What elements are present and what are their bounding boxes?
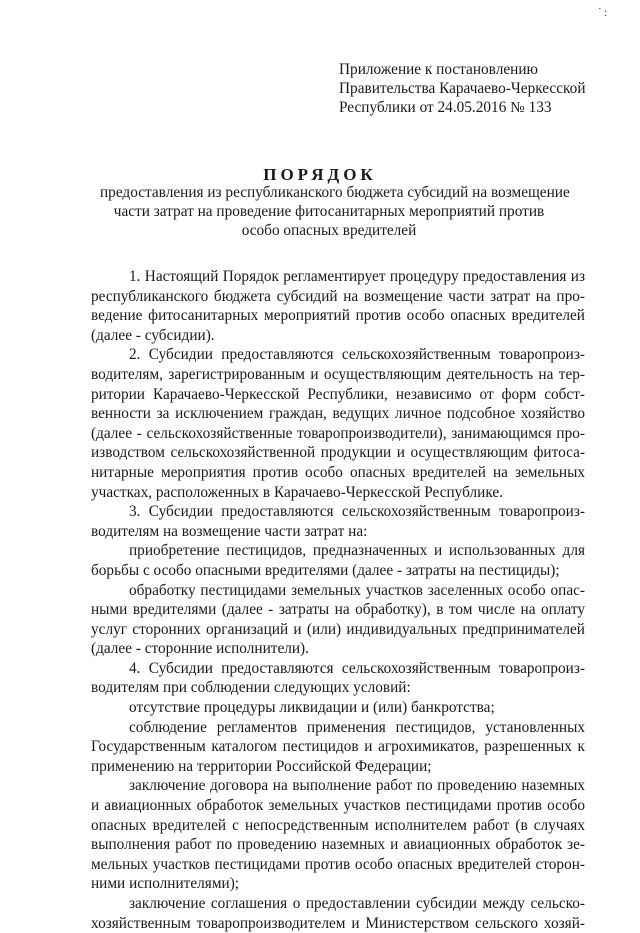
body-line: республиканского бюджета субсидий на возмещение части затрат на про- [91,287,585,305]
subtitle-line: особо опасных вредителей [241,222,417,239]
body-line: Государственным каталогом пестицидов и агрохимикатов, разрешенных к [91,738,585,756]
body-line: 3. Субсидии предоставляются сельскохозяйственным товаропроиз- [129,503,585,521]
body-line: соблюдение регламентов применения пестицидов, установленных [129,718,585,736]
document-subtitle [100,183,570,240]
body-line: ными вредителями (далее - затраты на обработку), в том числе на оплату [91,601,585,619]
body-line: водителям при соблюдении следующих условий: [91,679,411,697]
body-line: борьбы с особо опасными вредителями (далее - затраты на пестициды); [91,561,560,579]
body-line: 1. Настоящий Порядок регламентирует процедуру предоставления из [129,268,585,285]
body-line: ними исполнителями); [91,875,240,893]
body-line: заключение соглашения о предоставлении субсидии между сельско- [129,895,585,912]
body-line: участках, расположенных в Карачаево-Черкесской Республике. [91,483,504,501]
body-line: приобретение пестицидов, предназначенных и использованных для [129,542,585,560]
body-line: 4. Субсидии предоставляются сельскохозяйственным товаропроиз- [129,659,585,677]
document-title: ПОРЯДОК [263,165,377,184]
body-line: нитарные мероприятия против особо опасных вредителей на земельных [91,463,585,481]
subtitle-line: предоставления из республиканского бюджета субсидий на возмещение [100,184,570,201]
body-line: ритории Карачаево-Черкесской Республики, независимо от форм собст- [91,385,585,403]
scan-marks: · . · [598,3,608,22]
appendix-line: Республики от 24.05.2016 № 133 [339,99,552,116]
body-line: обработку пестицидами земельных участков заселенных особо опас- [129,581,585,599]
body-line: водителям, зарегистрированным и осуществляющим деятельность на тер- [91,365,585,383]
body-line: выполнения работ по проведению наземных и авиационных обработок зе- [91,836,585,854]
document-body [91,267,585,933]
body-line: (далее - сторонние исполнители). [91,640,309,658]
appendix-header [339,60,586,117]
body-line: и авиационных обработок земельных участков пестицидами против особо [91,797,585,815]
body-line: опасных вредителей с непосредственным исполнителем работ (в случаях [91,816,585,834]
body-line: мельных участков пестицидами против особо опасных вредителей сторон- [91,855,585,873]
appendix-line: Приложение к постановлению [339,61,538,78]
appendix-line: Правительства Карачаево-Черкесской [339,80,586,97]
body-line: услуг сторонних организаций и (или) индивидуальных предпринимателей [91,620,585,638]
body-line: венности за исключением граждан, ведущих личное подсобное хозяйство [91,405,585,423]
body-line: заключение договора на выполнение работ по проведению наземных [129,777,585,795]
body-line: отсутствие процедуры ликвидации и (или) банкротства; [129,699,495,717]
body-line: применению на территории Российской Федерации; [91,757,432,775]
body-line: (далее - сельскохозяйственные товаропроизводители), занимающимся про- [91,424,585,442]
body-line: хозяйственным товаропроизводителем и Министерством сельского хозяй- [91,914,585,932]
body-line: ведение фитосанитарных мероприятий против особо опасных вредителей [91,307,585,325]
body-line: 2. Субсидии предоставляются сельскохозяйственным товаропроиз- [129,346,585,364]
subtitle-line: части затрат на проведение фитосанитарных мероприятий против [113,203,545,220]
body-line: (далее - субсидии). [91,326,215,344]
body-line: изводством сельскохозяйственной продукции и осуществляющим фитоса- [91,444,585,462]
body-line: водителям на возмещение части затрат на: [91,522,368,540]
